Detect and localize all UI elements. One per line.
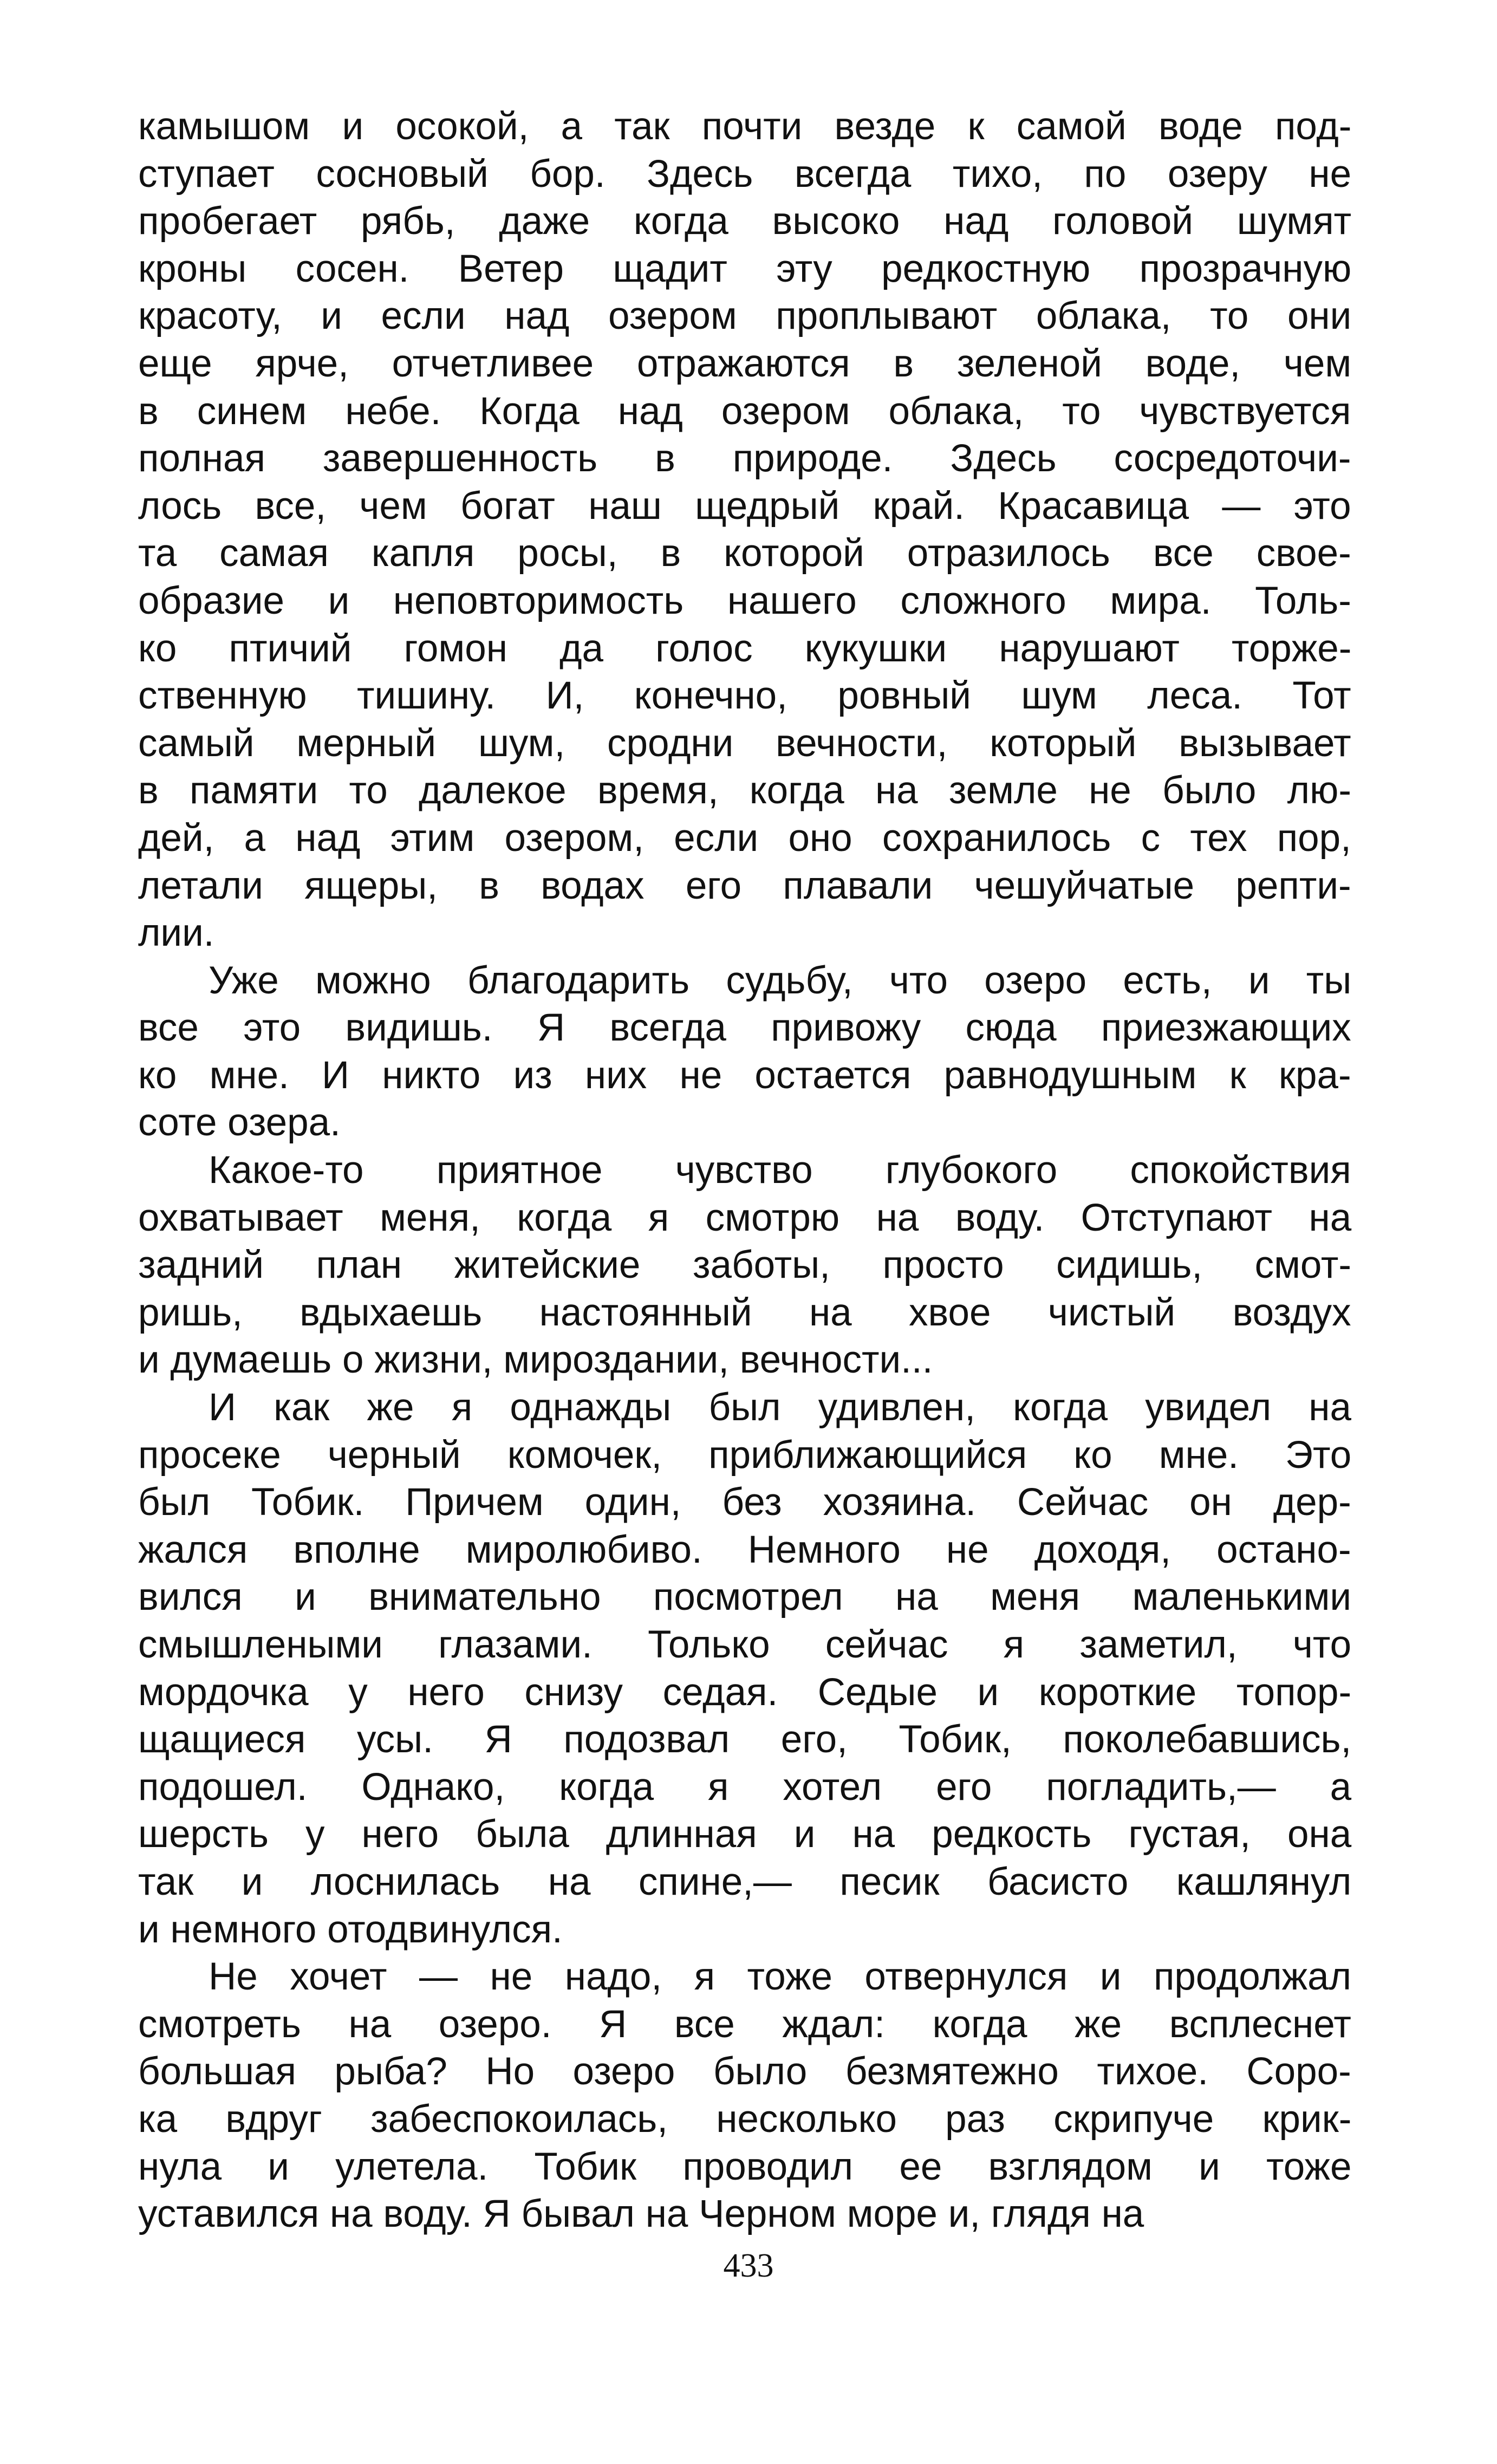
text-line: подошел. Однако, когда я хотел его погладить,— а — [138, 1765, 1352, 1809]
text-line: пробегает рябь, даже когда высоко над головой шумят — [138, 200, 1352, 243]
text-line: все это видишь. Я всегда привожу сюда приезжающих — [138, 1006, 1351, 1050]
text-line: мордочка у него снизу седая. Седые и короткие топор- — [138, 1670, 1352, 1714]
text-line: в памяти то далекое время, когда на земле не было лю- — [138, 769, 1351, 812]
text-line: камышом и осокой, а так почти везде к самой воде под- — [138, 105, 1352, 148]
text-line: жался вполне миролюбиво. Немного не доходя, остано- — [138, 1528, 1351, 1571]
text-column — [138, 103, 1351, 2238]
text-line: и думаешь о жизни, мироздании, вечности... — [138, 1338, 933, 1382]
text-line: задний план житейские заботы, просто сидишь, смот- — [138, 1244, 1352, 1287]
text-line: ришь, вдыхаешь настоянный на хвое чистый воздух — [138, 1291, 1351, 1334]
paragraph — [138, 1147, 1351, 1384]
text-line: лии. — [138, 912, 214, 955]
text-line: нула и улетела. Тобик проводил ее взглядом и тоже — [138, 2145, 1352, 2188]
text-line: шерсть у него была длинная и на редкость густая, она — [138, 1813, 1352, 1856]
text-line: смышлеными глазами. Только сейчас я заметил, что — [138, 1623, 1352, 1666]
text-line: летали ящеры, в водах его плавали чешуйчатые репти- — [138, 864, 1351, 907]
text-line: вился и внимательно посмотрел на меня маленькими — [138, 1576, 1352, 1619]
text-line: большая рыба? Но озеро было безмятежно тихое. Соро- — [138, 2050, 1351, 2094]
text-line: ка вдруг забеспокоилась, несколько раз скрипуче крик- — [138, 2097, 1352, 2141]
text-line: ко мне. И никто из них не остается равнодушным к кра- — [138, 1054, 1351, 1097]
page-number: 433 — [723, 2247, 774, 2284]
text-line: лось все, чем богат наш щедрый край. Красавица — это — [138, 484, 1351, 528]
text-line: Какое-то приятное чувство глубокого спокойствия — [209, 1149, 1351, 1192]
text-line: Не хочет — не надо, я тоже отвернулся и продолжал — [209, 1955, 1352, 1999]
text-line: просеке черный комочек, приближающийся ко мне. Это — [138, 1433, 1352, 1477]
text-line: щащиеся усы. Я подозвал его, Тобик, поколебавшись, — [138, 1718, 1352, 1761]
text-line: полная завершенность в природе. Здесь сосредоточи- — [138, 437, 1351, 480]
text-line: был Тобик. Причем один, без хозяина. Сейчас он дер- — [138, 1481, 1351, 1524]
page-body — [138, 103, 1351, 2432]
text-line: красоту, и если над озером проплывают облака, то они — [138, 295, 1352, 338]
text-line: образие и неповторимость нашего сложного мира. Толь- — [138, 579, 1351, 622]
paragraph — [138, 1384, 1351, 1953]
text-line: уставился на воду. Я бывал на Черном море и, глядя на — [138, 2193, 1144, 2236]
paragraph — [138, 1953, 1351, 2238]
text-line: самый мерный шум, сродни вечности, который вызывает — [138, 721, 1351, 765]
text-line: И как же я однажды был удивлен, когда увидел на — [209, 1386, 1351, 1429]
text-line: та самая капля росы, в которой отразилось все свое- — [138, 532, 1351, 575]
text-line: так и лоснилась на спине,— песик басисто кашлянул — [138, 1860, 1352, 1903]
paragraph — [138, 103, 1351, 957]
text-line: ственную тишину. И, конечно, ровный шум леса. Тот — [138, 674, 1351, 718]
text-line: соте озера. — [138, 1101, 341, 1145]
text-line: в синем небе. Когда над озером облака, то чувствуется — [138, 389, 1351, 433]
text-line: ступает сосновый бор. Здесь всегда тихо, по озеру не — [138, 152, 1352, 196]
paragraph — [138, 957, 1351, 1147]
text-line: ко птичий гомон да голос кукушки нарушают торже- — [138, 627, 1352, 670]
text-line: Уже можно благодарить судьбу, что озеро есть, и ты — [209, 959, 1352, 1002]
text-line: еще ярче, отчетливее отражаются в зеленой воде, чем — [138, 342, 1352, 385]
text-line: кроны сосен. Ветер щадит эту редкостную прозрачную — [138, 247, 1352, 290]
text-line: охватывает меня, когда я смотрю на воду. Отступают на — [138, 1196, 1352, 1239]
text-line: смотреть на озеро. Я все ждал: когда же всплеснет — [138, 2003, 1351, 2046]
text-line: и немного отодвинулся. — [138, 1908, 563, 1951]
text-line: дей, а над этим озером, если оно сохранилось с тех пор, — [138, 816, 1351, 860]
